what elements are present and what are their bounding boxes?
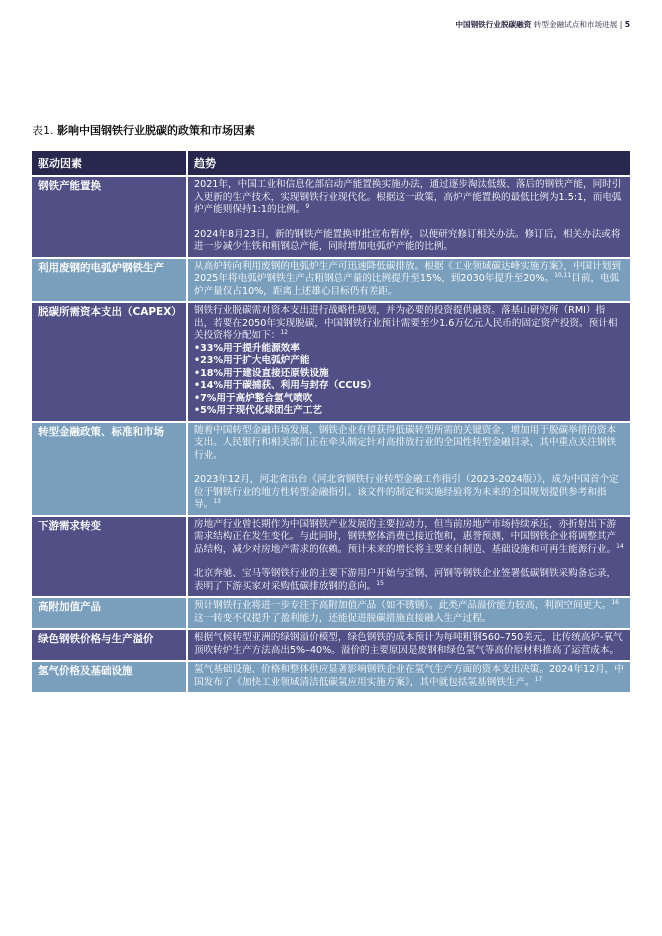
trend-paragraph bbox=[194, 474, 624, 512]
footnote-ref: 15 bbox=[376, 579, 384, 587]
trend-paragraph bbox=[194, 179, 624, 217]
table-row bbox=[32, 258, 630, 303]
paragraph-text: 2024年8月23日，新的钢铁产能置换审批宣布暂停，以便研究修订相关办法。修订后，相关办法或将进一步减少生铁和粗钢总产能，同时增加电弧炉产能的比例。 bbox=[194, 228, 621, 252]
paragraph-text: 氢气基础设施、价格和整体供应显著影响钢铁企业在氢气生产方面的资本支出决策。2024年12月，中国发布了《加快工业领域清洁低碳氢应用实施方案》，其中就包括氢基钢铁生产。 bbox=[194, 664, 624, 688]
paragraph-text: 随着中国转型金融市场发展，钢铁企业有望获得低碳转型所需的关键资金，增加用于脱碳举措的资本支出。人民银行和相关部门正在牵头制定针对高排放行业的全国性转型金融目录，其中重点关注钢铁行业。 bbox=[194, 424, 617, 461]
allocation-item: •33%用于提升能源效率 bbox=[194, 342, 300, 354]
trend-paragraph bbox=[194, 600, 624, 625]
factor-cell: 利用废钢的电弧炉钢铁生产 bbox=[32, 258, 187, 303]
page-number: 5 bbox=[624, 20, 630, 29]
table-header-row bbox=[32, 151, 630, 176]
trend-paragraph bbox=[194, 229, 624, 254]
factor-cell: 氢气价格及基础设施 bbox=[32, 661, 187, 692]
paragraph-text: 钢铁行业脱碳需对资本支出进行战略性规划，并为必要的投资提供融资。落基山研究所（RMI）指出，若要在2050年实现脱碳，中国钢铁行业预计需要至少1.6万亿元人民币的固定资产投资。预计相关投资将分配如下： bbox=[194, 305, 618, 341]
trend-cell bbox=[187, 176, 630, 258]
table-row bbox=[32, 597, 630, 629]
paragraph-text: 2023年12月，河北省出台《河北省钢铁行业转型金融工作指引（2023-2024版）》，成为中国首个定位于钢铁行业的地方性转型金融指引。该文件的制定和实施经验将为未来的全国规划提供参考和指导。 bbox=[194, 474, 619, 510]
column-header-factor: 驱动因素 bbox=[32, 151, 187, 176]
paragraph-text: 从高炉转向利用废钢的电弧炉生产可迅速降低碳排放。根据《工业领域碳达峰实施方案》，中国计划到2025年将电弧炉钢铁生产占粗钢总产量的比例提升至15%，到2030年提升至20%。 bbox=[194, 260, 621, 284]
trend-paragraph bbox=[194, 261, 624, 299]
paragraph-text: 2021年，中国工业和信息化部启动产能置换实施办法，通过逐步淘汰低级、落后的钢铁产能，同时引入更新的生产技术，实现钢铁行业现代化。根据这一政策，高炉产能置换的最低比例为1.5:1，而电弧炉产能则保持1:1的比例。 bbox=[194, 179, 622, 215]
table-number: 表1. bbox=[32, 124, 54, 137]
paragraph-text: 预计钢铁行业将进一步专注于高附加值产品（如不锈钢）。此类产品溢价能力较高，利润空间更大。 bbox=[194, 600, 612, 611]
trend-cell bbox=[187, 597, 630, 629]
header-separator: | bbox=[619, 20, 623, 29]
paragraph-text: 房地产行业曾长期作为中国钢铁产业发展的主要拉动力，但当前房地产市场持续承压，亦折射出下游需求结构正在发生变化。与此同时，钢铁整体消费已接近饱和，惠誉预测，中国钢铁企业将调整其产品结构，减少对房地产需求的依赖。预计未来的增长将主要来自制造、基础设施和可再生能源行业。 bbox=[194, 518, 617, 555]
trend-paragraph bbox=[194, 664, 624, 689]
factor-cell: 钢铁产能置换 bbox=[32, 176, 187, 258]
factor-cell: 高附加值产品 bbox=[32, 597, 187, 629]
table-row bbox=[32, 302, 630, 422]
allocation-list bbox=[194, 343, 624, 418]
footnote-ref: 14 bbox=[616, 542, 624, 550]
table-row bbox=[32, 629, 630, 661]
footnote-ref: 10,11 bbox=[554, 271, 572, 279]
factor-cell: 绿色钢铁价格与生产溢价 bbox=[32, 629, 187, 661]
report-title: 中国钢铁行业脱碳融资 bbox=[455, 20, 532, 29]
trend-paragraph bbox=[194, 632, 624, 657]
table-body bbox=[32, 176, 630, 692]
table-row bbox=[32, 661, 630, 692]
footnote-ref: 12 bbox=[280, 328, 288, 336]
table-caption: 影响中国钢铁行业脱碳的政策和市场因素 bbox=[57, 124, 255, 137]
paragraph-text-continued: 目前，电弧炉产量仅占10%，距离上述雄心目标仍有差距。 bbox=[194, 273, 620, 297]
allocation-item: •18%用于建设直接还原铁设施 bbox=[194, 367, 329, 379]
trend-paragraph bbox=[194, 568, 624, 593]
footnote-ref: 9 bbox=[305, 202, 310, 210]
trend-cell bbox=[187, 661, 630, 692]
trend-cell bbox=[187, 258, 630, 303]
allocation-item: •7%用于高炉整合氢气喷吹 bbox=[194, 392, 313, 404]
trend-paragraph bbox=[194, 425, 624, 463]
footnote-ref: 13 bbox=[213, 497, 221, 505]
allocation-item: •23%用于扩大电弧炉产能 bbox=[194, 355, 310, 366]
trend-paragraph bbox=[194, 519, 624, 557]
allocation-item: •5%用于现代化球团生产工艺 bbox=[194, 405, 322, 416]
allocation-item: •14%用于碳捕获、利用与封存（CCUS） bbox=[194, 380, 377, 391]
section-title: 转型金融试点和市场进展 bbox=[533, 20, 618, 29]
trend-cell bbox=[187, 629, 630, 661]
table-row bbox=[32, 176, 630, 258]
table-title bbox=[32, 122, 255, 138]
table-row bbox=[32, 516, 630, 598]
factor-cell: 转型金融政策、标准和市场 bbox=[32, 422, 187, 516]
trend-paragraph bbox=[194, 305, 624, 343]
factors-table bbox=[32, 151, 630, 692]
paragraph-text: 根据气候转型亚洲的绿钢溢价模型，绿色钢铁的成本预计为每吨粗钢560–750美元，比传统高炉-氧气顶吹转炉生产方法高出5%–40%。溢价的主要原因是废钢和绿色氢气等高价原材料推高了运营成本。 bbox=[194, 632, 623, 656]
factor-cell: 下游需求转变 bbox=[32, 516, 187, 598]
factor-cell: 脱碳所需资本支出（CAPEX） bbox=[32, 302, 187, 422]
table-row bbox=[32, 422, 630, 516]
paragraph-text: 北京奔驰、宝马等钢铁行业的主要下游用户开始与宝钢、河钢等钢铁企业签署低碳钢铁采购备忘录，表明了下游买家对采购低碳排放钢的意向。 bbox=[194, 568, 617, 592]
trend-cell bbox=[187, 516, 630, 598]
trend-cell bbox=[187, 422, 630, 516]
page-header bbox=[455, 19, 630, 30]
column-header-trend: 趋势 bbox=[187, 151, 630, 176]
footnote-ref: 16 bbox=[611, 598, 619, 606]
trend-cell bbox=[187, 302, 630, 422]
footnote-ref: 17 bbox=[534, 675, 543, 683]
paragraph-text-continued: 这一转变不仅提升了盈利能力，还能促进脱碳措施直接融入生产过程。 bbox=[194, 612, 492, 624]
